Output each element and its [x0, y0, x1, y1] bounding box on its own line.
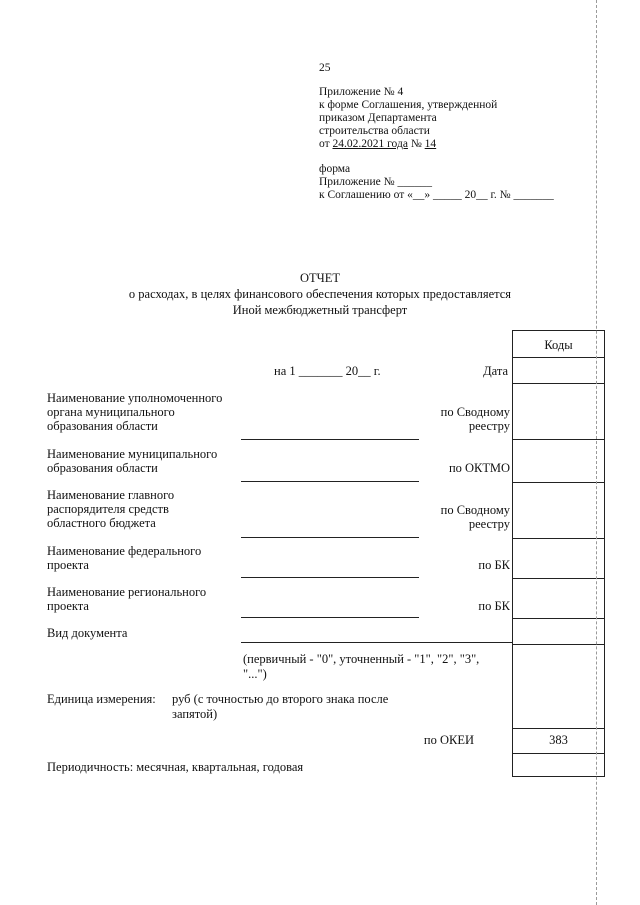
- appendix-date: 24.02.2021 года: [332, 138, 408, 150]
- row-label-chief-manager: Наименование главного распорядителя средств областного бюджета: [47, 488, 175, 530]
- appendix-block: [319, 86, 497, 151]
- codes-separator: [512, 482, 605, 483]
- appendix-line-4: строительства области: [319, 125, 430, 137]
- fill-line: [241, 439, 419, 440]
- form-label: форма: [319, 163, 351, 175]
- appendix-line-1: Приложение № 4: [319, 86, 404, 98]
- codes-separator: [512, 618, 605, 619]
- okei-code: 383: [549, 733, 568, 747]
- row-code-label-3: по Сводному реестру: [440, 503, 510, 531]
- periodicity: Периодичность: месячная, квартальная, годовая: [47, 760, 304, 774]
- doc-kind-hint-2: "..."): [243, 667, 267, 681]
- unit-value-1: руб (с точностью до второго знака после: [172, 692, 389, 706]
- report-subtitle-2: Иной межбюджетный трансферт: [232, 303, 408, 317]
- unit-label: Единица измерения:: [47, 692, 156, 706]
- fill-line: [241, 537, 419, 538]
- scan-edge: [596, 0, 597, 905]
- form-agreement-line: к Соглашению от «__» _____ 20__ г. № _______: [319, 189, 554, 201]
- codes-separator: [512, 578, 605, 579]
- date-line: на 1 _______ 20__ г.: [274, 364, 381, 378]
- codes-separator: [512, 439, 605, 440]
- report-subtitle: о расходах, в целях финансового обеспечения которых предоставляется: [128, 287, 512, 301]
- row-code-label-2: по ОКТМО: [448, 461, 510, 475]
- appendix-num-sign: №: [407, 138, 425, 150]
- form-block: [319, 163, 554, 202]
- fill-line: [241, 617, 419, 618]
- page-number: 25: [319, 62, 331, 74]
- codes-separator: [512, 728, 605, 729]
- codes-separator: [512, 753, 605, 754]
- doc-kind-label: Вид документа: [47, 626, 128, 640]
- okei-label: по ОКЕИ: [423, 733, 474, 747]
- codes-header: Коды: [544, 338, 573, 352]
- row-label-regional-project: Наименование регионального проекта: [47, 585, 207, 613]
- form-appendix-line: Приложение № ______: [319, 176, 432, 188]
- fill-line: [241, 481, 419, 482]
- unit-value-2: запятой): [172, 707, 218, 721]
- doc-kind-hint-1: (первичный - "0", уточненный - "1", "2", "3",: [243, 652, 480, 666]
- fill-line: [241, 642, 512, 643]
- row-code-label-4: по БК: [478, 558, 510, 572]
- row-code-label-1: по Сводному реестру: [440, 405, 510, 433]
- appendix-date-line: [319, 138, 497, 151]
- codes-header-cell: [512, 330, 605, 358]
- appendix-date-prefix: от: [319, 138, 333, 150]
- row-label-federal-project: Наименование федерального проекта: [47, 544, 202, 572]
- row-code-label-5: по БК: [478, 599, 510, 613]
- report-title: ОТЧЕТ: [299, 271, 341, 285]
- appendix-number: 14: [424, 138, 437, 150]
- codes-separator: [512, 644, 605, 645]
- date-label: Дата: [483, 364, 508, 378]
- row-label-municipality: Наименование муниципального образования области: [47, 447, 218, 475]
- row-label-authorized-body: Наименование уполномоченного органа муниципального образования области: [47, 391, 223, 433]
- codes-separator: [512, 538, 605, 539]
- appendix-line-2: к форме Соглашения, утвержденной: [319, 99, 498, 111]
- appendix-line-3: приказом Департамента: [319, 112, 437, 124]
- codes-separator: [512, 383, 605, 384]
- codes-column: [512, 357, 605, 777]
- fill-line: [241, 577, 419, 578]
